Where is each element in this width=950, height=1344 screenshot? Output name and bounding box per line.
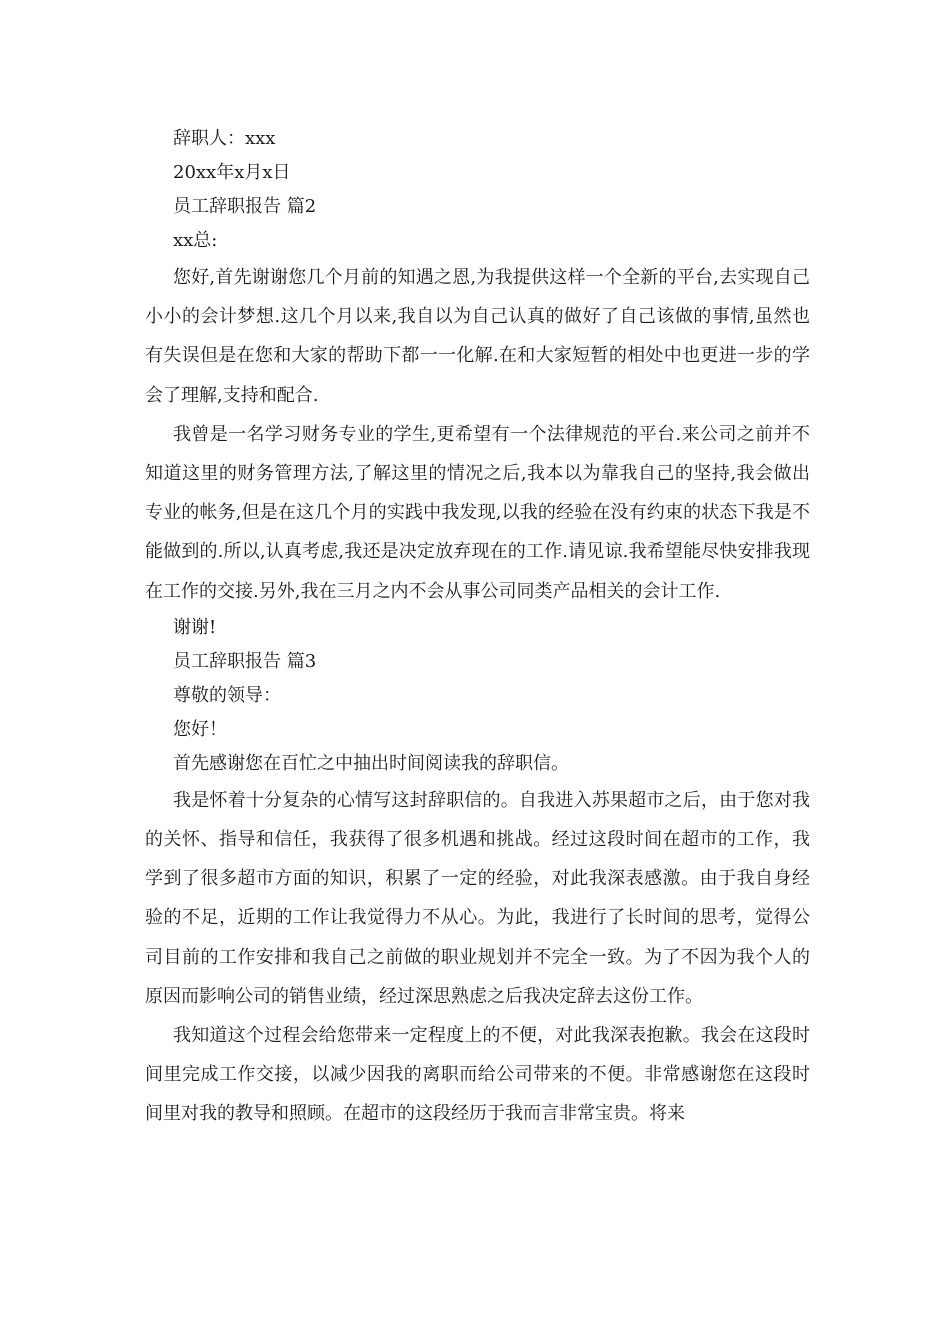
section-3-intro: 首先感谢您在百忙之中抽出时间阅读我的辞职信。 [173, 752, 569, 774]
section-2-salutation: xx总: [173, 230, 218, 251]
section-3-paragraph-2: 我知道这个过程会给您带来一定程度上的不便，对此我深表抱歉。我会在这段时间里完成工作交接，以减少因我的离职而给公司带来的不便。非常感谢您在这段时间里对我的教导和照顾。在超市的这段经历于我而言非常宝贵。将来 [145, 1025, 810, 1125]
document-body [145, 122, 810, 1134]
section-3-heading: 员工辞职报告 篇3 [173, 650, 317, 672]
date-line: 20xx年x月x日 [173, 162, 291, 183]
section-3-salutation: 尊敬的领导： [173, 684, 281, 706]
section-2-paragraph-1: 您好,首先谢谢您几个月前的知遇之恩,为我提供这样一个全新的平台,去实现自己小小的会计梦想.这几个月以来,我自以为自己认真的做好了自己该做的事情,虽然也有失误但是在您和大家的帮助下都一一化解.在和大家短暂的相处中也更进一步的学会了理解,支持和配合. [145, 267, 810, 406]
section-2-closing: 谢谢! [173, 616, 217, 638]
section-2-paragraph-2: 我曾是一名学习财务专业的学生,更希望有一个法律规范的平台.来公司之前并不知道这里的财务管理方法,了解这里的情况之后,我本以为靠我自己的坚持,我会做出专业的帐务,但是在这几个月的实践中我发现,以我的经验在没有约束的状态下我是不能做到的.所以,认真考虑,我还是决定放弃现在的工作.请见谅.我希望能尽快安排我现在工作的交接.另外,我在三月之内不会从事公司同类产品相关的会计工作. [145, 423, 810, 602]
section-3-greeting: 您好！ [173, 718, 227, 740]
signer-line: 辞职人：xxx [173, 128, 276, 149]
section-3-paragraph-1: 我是怀着十分复杂的心情写这封辞职信的。自我进入苏果超市之后，由于您对我的关怀、指导和信任，我获得了很多机遇和挑战。经过这段时间在超市的工作，我学到了很多超市方面的知识，积累了一定的经验，对此我深表感激。由于我自身经验的不足，近期的工作让我觉得力不从心。为此，我进行了长时间的思考，觉得公司目前的工作安排和我自己之前做的职业规划并不完全一致。为了不因为我个人的原因而影响公司的销售业绩，经过深思熟虑之后我决定辞去这份工作。 [145, 789, 810, 1007]
section-2-heading: 员工辞职报告 篇2 [173, 196, 317, 217]
